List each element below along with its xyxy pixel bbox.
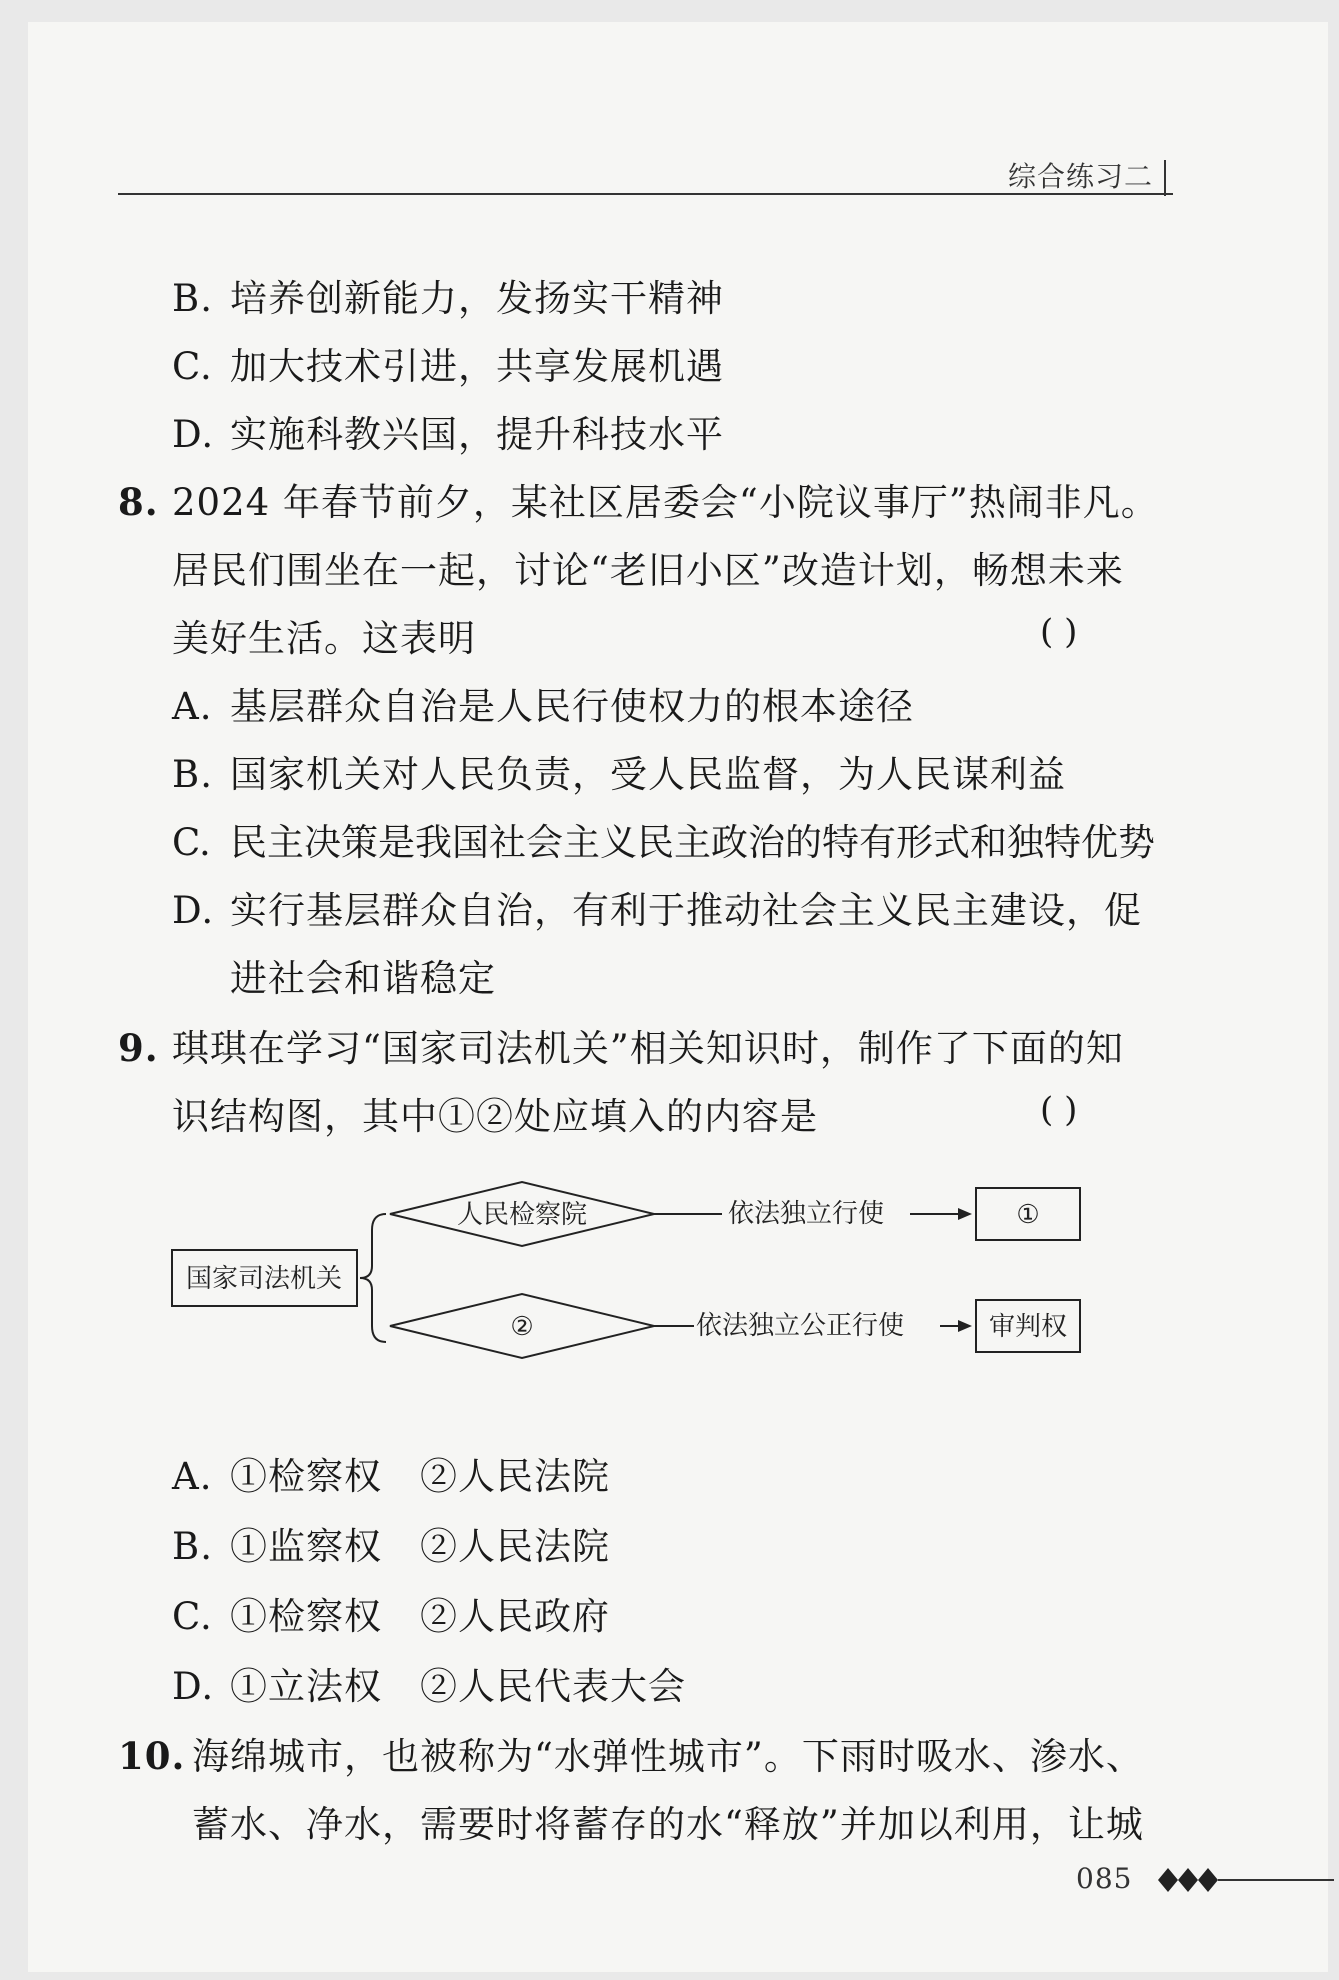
q8-option-d	[172, 880, 1142, 934]
bottom-arrow-label: 依法独立公正行使	[696, 1311, 905, 1341]
stem-text: 琪琪在学习“国家司法机关”相关知识时，制作了下面的知	[172, 1027, 1124, 1070]
option-letter: D.	[172, 413, 215, 456]
q7-option-b	[172, 268, 724, 322]
question-number: 10.	[118, 1734, 186, 1778]
q8-option-a	[172, 676, 914, 730]
q9-stem-line2: 识结构图，其中①②处应填入的内容是	[172, 1095, 818, 1138]
top-result-label: ①	[1016, 1200, 1040, 1230]
answer-blank[interactable]: ( )	[1040, 1090, 1078, 1130]
option-text: 培养创新能力，发扬实干精神	[230, 277, 724, 320]
question-number: 8.	[118, 480, 159, 524]
bottom-result-label: 审判权	[988, 1312, 1068, 1342]
q8-option-c	[172, 812, 1155, 866]
q9-option-c	[172, 1586, 610, 1640]
option-text: 国家机关对人民负责，受人民监督，为人民谋利益	[230, 753, 1066, 796]
option-letter: C.	[172, 821, 211, 864]
stem-text: 海绵城市，也被称为“水弹性城市”。下雨时吸水、渗水、	[192, 1735, 1144, 1778]
brace	[360, 1214, 386, 1342]
option-text: 民主决策是我国社会主义民主政治的特有形式和独特优势	[230, 821, 1155, 864]
header-rule	[118, 193, 1173, 195]
option-text: ①检察权 ②人民政府	[230, 1595, 610, 1638]
page-number: 085	[1076, 1862, 1133, 1895]
q9-option-d	[172, 1656, 686, 1710]
stem-text: 2024 年春节前夕，某社区居委会“小院议事厅”热闹非凡。	[172, 481, 1159, 524]
option-letter: B.	[172, 1525, 213, 1568]
question-number: 9.	[118, 1026, 159, 1070]
option-text: 加大技术引进，共享发展机遇	[230, 345, 724, 388]
option-text: 实施科教兴国，提升科技水平	[230, 413, 724, 456]
section-title: 综合练习二	[1007, 160, 1153, 193]
option-letter: A.	[172, 685, 213, 728]
footer-diamond-ornament-icon	[1156, 1862, 1336, 1898]
root-label: 国家司法机关	[185, 1264, 343, 1294]
option-letter: B.	[172, 277, 213, 320]
top-arrow-label: 依法独立行使	[728, 1199, 885, 1229]
bottom-arrowhead	[958, 1320, 972, 1332]
option-letter: D.	[172, 889, 215, 932]
option-letter: D.	[172, 1665, 215, 1708]
bottom-diamond-label: ②	[510, 1312, 534, 1342]
option-text: ①监察权 ②人民法院	[230, 1525, 610, 1568]
top-arrowhead	[958, 1208, 972, 1220]
header-divider-bar	[1164, 160, 1166, 196]
q8-option-d-continued: 进社会和谐稳定	[230, 957, 496, 1000]
option-text: ①立法权 ②人民代表大会	[230, 1665, 686, 1708]
q8-option-b	[172, 744, 1066, 798]
top-diamond-label: 人民检察院	[456, 1200, 588, 1230]
option-text: 实行基层群众自治，有利于推动社会主义民主建设，促	[230, 889, 1142, 932]
option-letter: A.	[172, 1455, 213, 1498]
option-letter: C.	[172, 1595, 213, 1638]
q7-option-d	[172, 404, 724, 458]
q8-stem-line3: 美好生活。这表明	[172, 617, 476, 660]
q10-stem-line2: 蓄水、净水，需要时将蓄存的水“释放”并加以利用，让城	[192, 1803, 1144, 1846]
q9-stem-line1	[118, 1018, 1124, 1072]
answer-blank[interactable]: ( )	[1040, 612, 1078, 652]
q10-stem-line1	[118, 1726, 1144, 1780]
q9-option-b	[172, 1516, 610, 1570]
option-text: 基层群众自治是人民行使权力的根本途径	[230, 685, 914, 728]
q7-option-c	[172, 336, 724, 390]
q8-stem-line2: 居民们围坐在一起，讨论“老旧小区”改造计划，畅想未来	[172, 549, 1124, 592]
q8-stem-line1	[118, 472, 1159, 526]
q9-option-a	[172, 1446, 610, 1500]
option-text: ①检察权 ②人民法院	[230, 1455, 610, 1498]
knowledge-structure-diagram	[160, 1180, 1120, 1380]
option-letter: C.	[172, 345, 213, 388]
option-letter: B.	[172, 753, 213, 796]
